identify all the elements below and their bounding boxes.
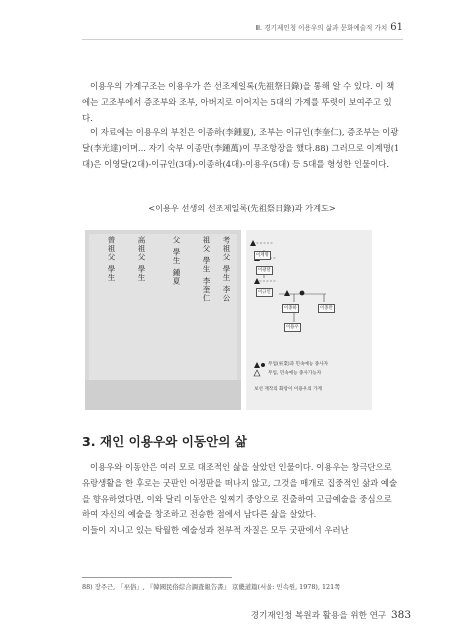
photo-column-4: 高祖父 學生 xyxy=(137,236,146,282)
photo-column-2: 祖父 學生 李奎仁 xyxy=(202,236,211,303)
footer-title: 경기재인청 복원과 활용을 위한 연구 xyxy=(250,611,387,621)
tree-legend-3: 보선 재작의 화랑이 이용우의 가계 xyxy=(254,387,322,392)
footnote: 88) 장주근, 「巫俗」, 『韓國民俗綜合調査報告書』 京畿道篇(서울: 민속원, 1978), 121쪽 xyxy=(82,583,341,591)
header-rule xyxy=(82,39,403,40)
tree-node-gen4a: 이종하 xyxy=(284,306,297,311)
family-tree-diagram xyxy=(246,230,372,410)
figure-caption: <이용우 선생의 선조제일록(先祖祭日錄)과 가계도> xyxy=(148,203,336,213)
photo-column-5: 曾祖父 學生 xyxy=(107,236,116,282)
section-heading: 3. 재인 이용우와 이동안의 삶 xyxy=(82,434,247,449)
tree-node-gen1: 이계명 xyxy=(256,253,269,258)
tree-legend-1: 무업(巫業)과 민속예능 종사자 xyxy=(268,362,329,367)
tree-node-gen2: 이광달 xyxy=(258,268,271,273)
paragraph-3-text: 이용우와 이동안은 여러 모로 대조적인 삶을 살았던 인물이다. 이용우는 창극단으로 유랑생활을 한 후로는 굿판인 어정판을 떠나지 않고, 그것을 매개로 집중적인 삶과 예술을 향유하였다면, 이와 달리 이동안은 일찌기 중앙으로 진출하여 고급예술을 중심으로 하여 자신의 예술을 창조하고 전승한 점에서 남다른 삶을 살았다. xyxy=(82,462,398,520)
photo-column-3: 父 學生 鍾夏 xyxy=(172,236,181,286)
footer-page-number: 383 xyxy=(390,609,411,621)
tree-node-gen4b: 이종만 xyxy=(320,306,333,311)
header-page-number: 61 xyxy=(390,22,403,33)
ancestral-record-photo xyxy=(85,230,241,410)
header-section: Ⅲ. 경기제인청 이용우의 삶과 문화예술적 가치 xyxy=(255,24,388,32)
tree-legend-2: 무업, 민속예능 종사가능자 xyxy=(268,371,322,376)
paragraph-4-text: 이들이 지니고 있는 탁월한 예술성과 천부적 자질은 모두 굿판에서 우러난 xyxy=(82,525,349,536)
paragraph-2-text: 이 자료에는 이용우의 부친은 이종하(李鍾夏), 조부는 이규인(李奎仁), 증조부는 이광달(李光達)이며... 자기 숙부 이종만(李鍾萬)이 무조항장을 했다.88) 그러므로 이계명(1대)은 이영달(2대)-이규인(3대)-이종하(4대)-이용우(5대) 등 5대를 형성한 인물이다. xyxy=(82,127,400,169)
footnote-rule xyxy=(82,577,232,578)
tree-node-gen5: 이용우 xyxy=(286,325,299,330)
paragraph-1-text: 이용우의 가계구조는 이용우가 쓴 선조제일록(先祖祭日錄)을 통해 알 수 있다. 이 책에는 고조부에서 증조부와 조부, 아버지로 이어지는 5대의 가계를 뚜렷이 보여주고 있다. xyxy=(82,81,395,123)
page-footer xyxy=(251,609,411,621)
tree-node-gen3: 이규인 xyxy=(258,290,271,295)
paragraph-1 xyxy=(82,79,402,126)
paragraph-3 xyxy=(82,460,402,539)
paragraph-2 xyxy=(82,125,402,172)
photo-column-1: 考祖父 學生 李公 xyxy=(222,236,231,303)
running-header xyxy=(255,22,403,33)
